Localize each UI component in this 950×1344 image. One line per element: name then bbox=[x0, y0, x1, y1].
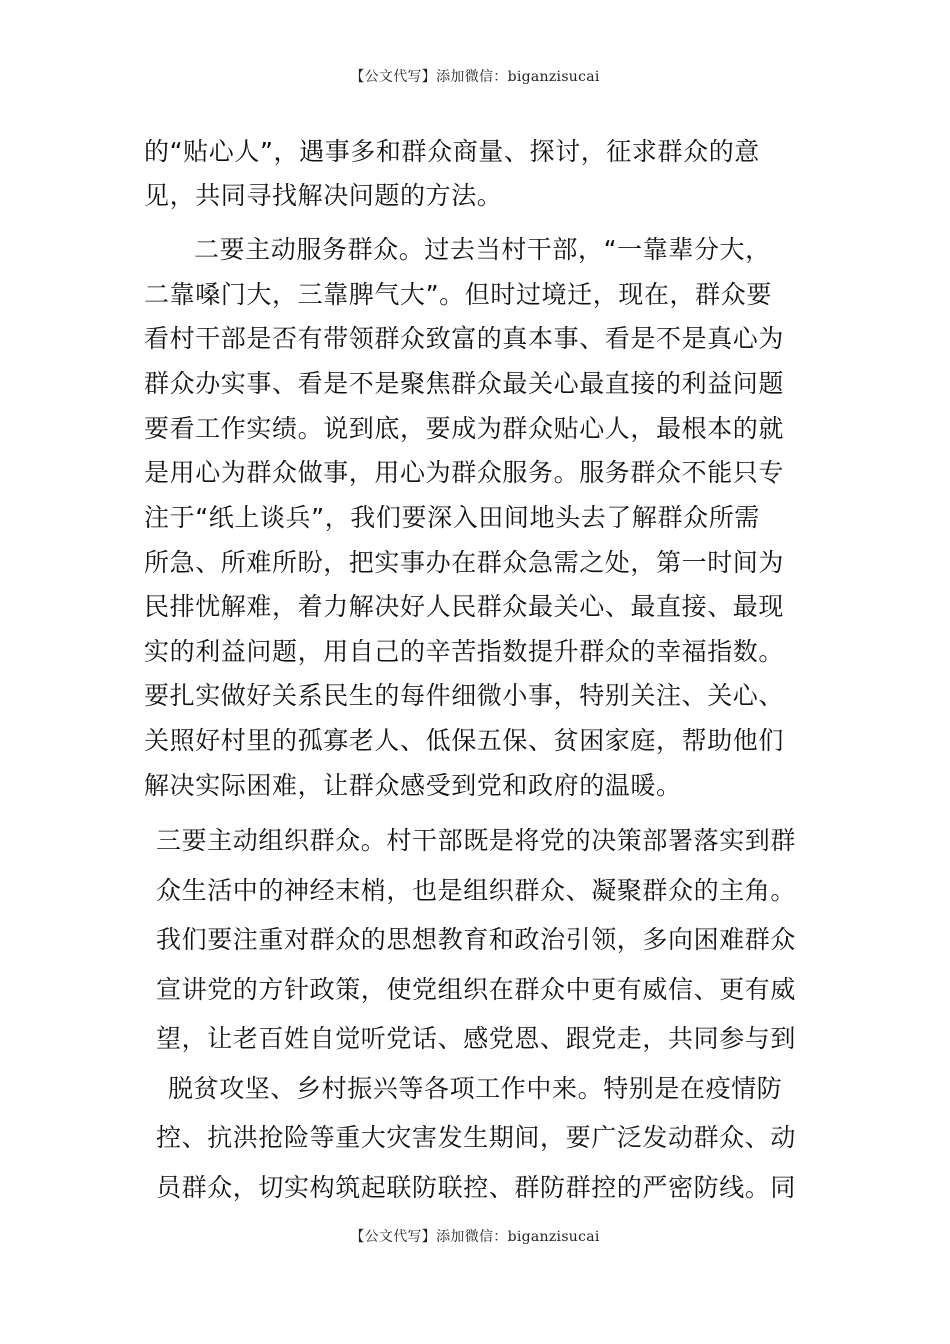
text-line: 关照好村里的孤寡老人、低保五保、贫困家庭，帮助他们 bbox=[144, 726, 785, 755]
text-line: 见，共同寻找解决问题的方法。 bbox=[144, 181, 503, 210]
text-line: 二靠嗓门大，三靠脾气大”。但时过境迁，现在，群众要 bbox=[144, 280, 772, 309]
text-line: 解决实际困难，让群众感受到党和政府的温暖。 bbox=[144, 771, 682, 800]
text-line: 要看工作实绩。说到底，要成为群众贴心人，最根本的就 bbox=[144, 414, 785, 443]
text-line: 宣讲党的方针政策，使党组织在群众中更有威信、更有威 bbox=[156, 975, 797, 1004]
text-line: 所急、所难所盼，把实事办在群众急需之处，第一时间为 bbox=[144, 548, 785, 577]
text-line: 望，让老百姓自觉听党话、感党恩、跟党走，共同参与到 bbox=[156, 1024, 797, 1053]
text-line: 的“贴心人”，遇事多和群众商量、探讨，征求群众的意 bbox=[144, 137, 760, 166]
text-line: 员群众，切实构筑起联防联控、群防群控的严密防线。同 bbox=[156, 1173, 797, 1202]
text-line: 民排忧解难，着力解决好人民群众最关心、最直接、最现 bbox=[144, 592, 785, 621]
text-line: 我们要注重对群众的思想教育和政治引领，多向困难群众 bbox=[156, 925, 797, 954]
page-footer: 【公文代写】添加微信：biganzisucai bbox=[350, 1229, 600, 1245]
text-line: 要扎实做好关系民生的每件细微小事，特别关注、关心、 bbox=[144, 681, 785, 710]
text-line: 是用心为群众做事，用心为群众服务。服务群众不能只专 bbox=[144, 458, 785, 487]
text-line: 实的利益问题，用自己的辛苦指数提升群众的幸福指数。 bbox=[144, 637, 785, 666]
text-line: 三要主动组织群众。村干部既是将党的决策部署落实到群 bbox=[156, 826, 797, 855]
text-line: 二要主动服务群众。过去当村干部，“一靠辈分大， bbox=[194, 235, 771, 264]
text-line: 众生活中的神经末梢，也是组织群众、凝聚群众的主角。 bbox=[156, 876, 797, 905]
text-line: 群众办实事、看是不是聚焦群众最关心最直接的利益问题 bbox=[144, 369, 785, 398]
text-line: 看村干部是否有带领群众致富的真本事、看是不是真心为 bbox=[144, 324, 785, 353]
text-line: 脱贫攻坚、乡村振兴等各项工作中来。特别是在疫情防 bbox=[168, 1074, 783, 1103]
text-line: 控、抗洪抢险等重大灾害发生期间，要广泛发动群众、动 bbox=[156, 1123, 797, 1152]
page-header: 【公文代写】添加微信：biganzisucai bbox=[350, 69, 600, 85]
text-line: 注于“纸上谈兵”，我们要深入田间地头去了解群众所需 bbox=[144, 503, 760, 532]
